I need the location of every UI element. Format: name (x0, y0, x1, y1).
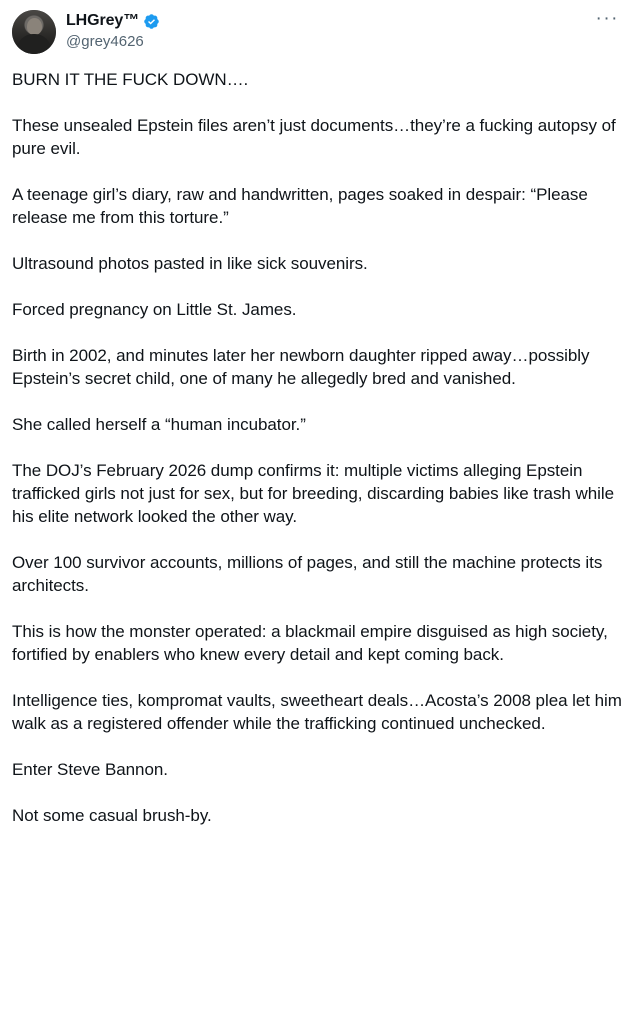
avatar-face (27, 18, 42, 35)
author-display-name[interactable]: LHGrey™ (66, 12, 140, 29)
tweet-paragraph: Birth in 2002, and minutes later her newborn daughter ripped away…possibly Epstein’s secret child, one of many he allegedly bred and vanished. (12, 346, 595, 388)
tweet-paragraph: A teenage girl’s diary, raw and handwritten, pages soaked in despair: “Please release me from this torture.” (12, 185, 593, 227)
tweet-paragraph: Forced pregnancy on Little St. James. (12, 300, 297, 319)
tweet-paragraph: Not some casual brush-by. (12, 806, 212, 825)
tweet-paragraph: Ultrasound photos pasted in like sick souvenirs. (12, 254, 368, 273)
tweet-header (12, 10, 623, 54)
tweet-paragraph: This is how the monster operated: a blackmail empire disguised as high society, fortified by enablers who knew every detail and kept coming back. (12, 622, 613, 664)
author-info (66, 10, 160, 52)
tweet-paragraph: She called herself a “human incubator.” (12, 415, 306, 434)
avatar[interactable] (12, 10, 56, 54)
author-handle[interactable]: @grey4626 (66, 33, 144, 50)
tweet-paragraph: Enter Steve Bannon. (12, 760, 168, 779)
tweet-paragraph: These unsealed Epstein files aren’t just documents…they’re a fucking autopsy of pure evil. (12, 116, 621, 158)
tweet-text (12, 68, 627, 827)
author-name-row (66, 11, 160, 31)
more-options-icon[interactable]: ··· (595, 8, 619, 29)
verified-badge-icon (143, 13, 160, 30)
tweet-paragraph: BURN IT THE FUCK DOWN…. (12, 70, 249, 89)
tweet-paragraph: Intelligence ties, kompromat vaults, sweetheart deals…Acosta’s 2008 plea let him walk as a registered offender while the trafficking continued unchecked. (12, 691, 627, 733)
tweet-paragraph: The DOJ’s February 2026 dump confirms it: multiple victims alleging Epstein trafficked girls not just for sex, but for breeding, discarding babies like trash while his elite network looked the other way. (12, 461, 619, 526)
tweet-paragraph: Over 100 survivor accounts, millions of pages, and still the machine protects its architects. (12, 553, 607, 595)
